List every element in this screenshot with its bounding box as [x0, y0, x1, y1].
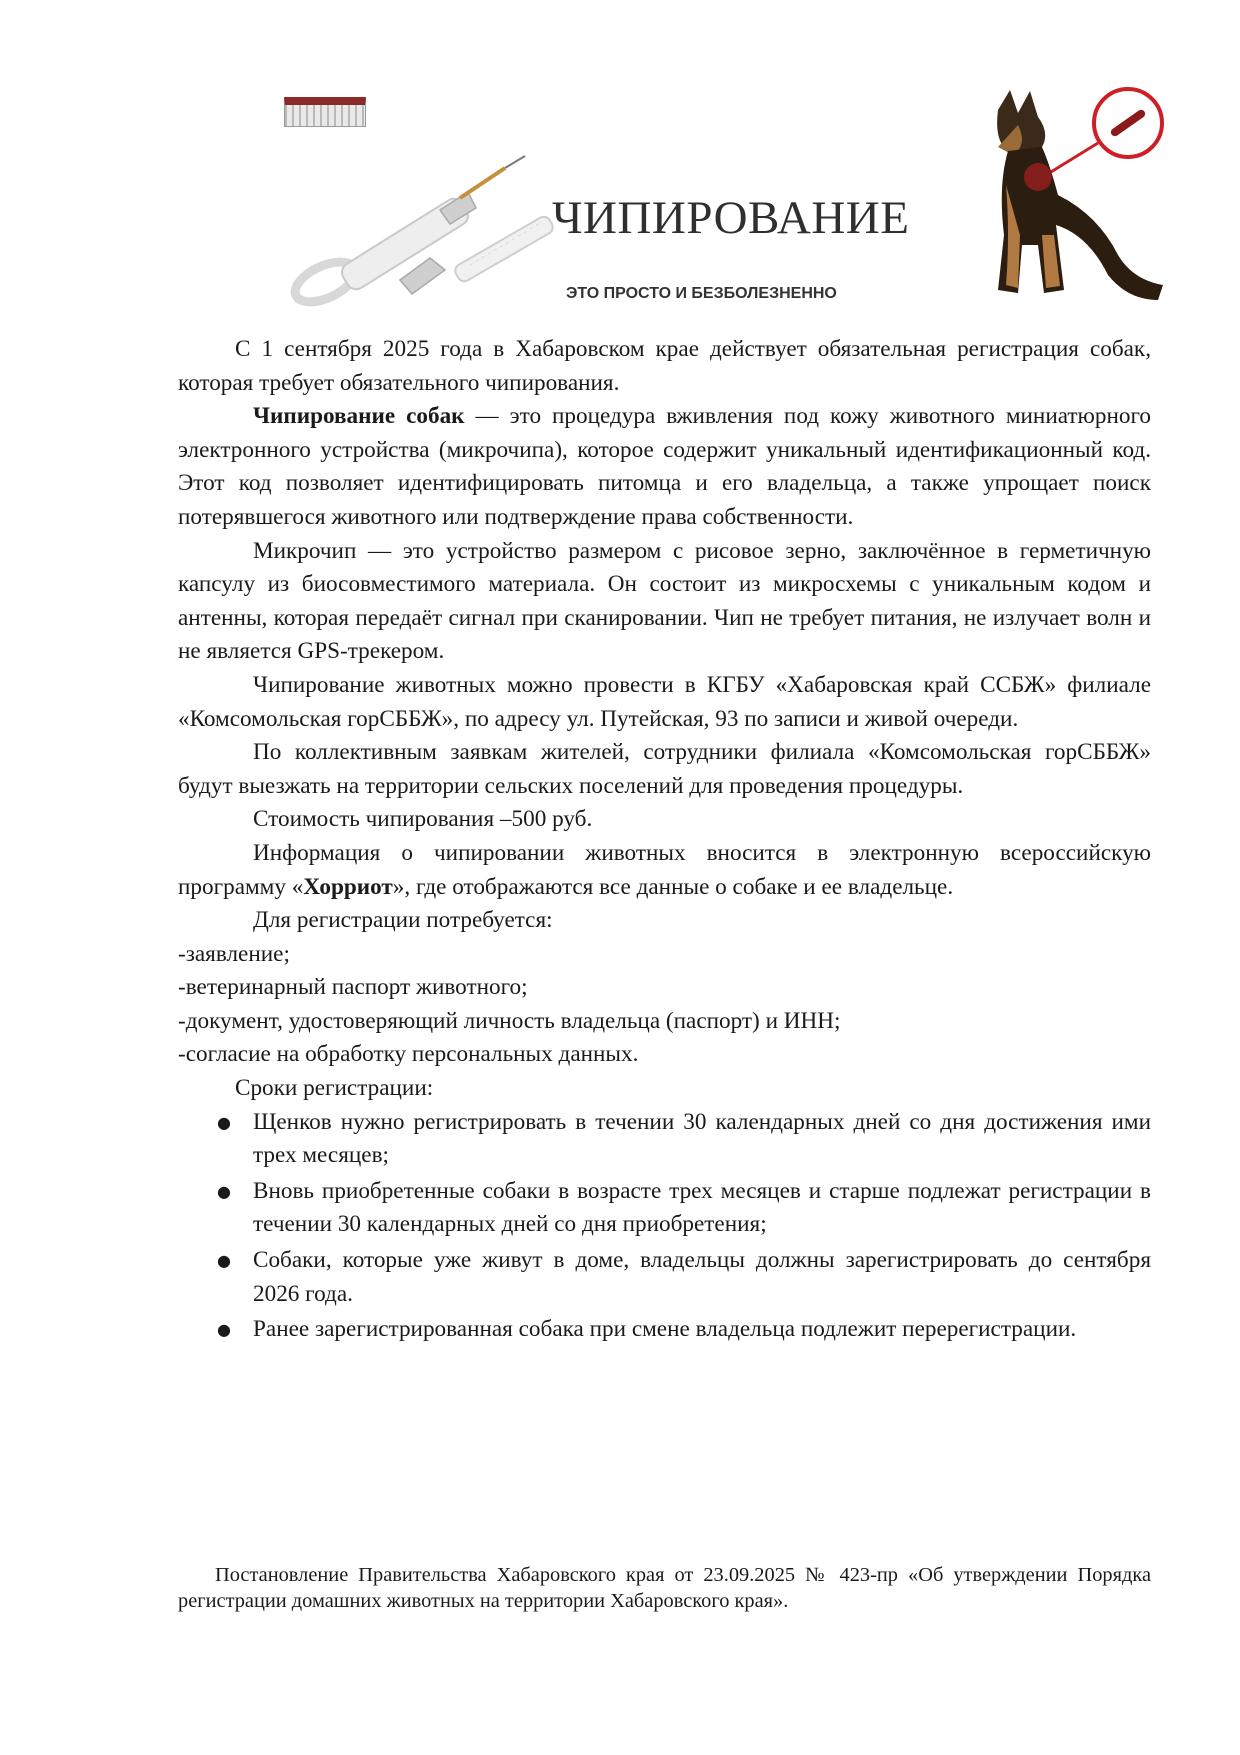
paragraph-definition — [178, 400, 1151, 534]
deadlines-heading: Сроки регистрации: — [235, 1075, 434, 1102]
microchip-ruler-icon — [284, 97, 366, 127]
paragraph-cost: Стоимость чипирования –500 руб. — [253, 806, 593, 833]
deadline-item — [217, 1175, 1151, 1242]
legal-footnote — [178, 1562, 1151, 1614]
banner-title: ЧИПИРОВАНИЕ — [552, 192, 910, 244]
footnote-text: Постановление Правительства Хабаровского края от 23.09.2025 № 423-пр «Об утверждении Порядка регистрации домашних животных на территории Хабаровского края». — [178, 1564, 1151, 1612]
term-chipping: Чипирование собак — [253, 403, 465, 430]
requirement-item: -заявление; — [178, 940, 290, 967]
bullet-icon: ● — [217, 1251, 231, 1271]
requirement-item: -ветеринарный паспорт животного; — [178, 974, 528, 1001]
bullet-icon: ● — [217, 1181, 231, 1201]
paragraph-location: Чипирование животных можно провести в КГБУ «Хабаровская край ССБЖ» филиале «Комсомольская горСББЖ», по адресу ул. Путейская, 93 по записи и живой очереди. — [178, 671, 1151, 732]
term-horriot: Хорриот — [303, 873, 393, 900]
deadline-item — [217, 1106, 1151, 1173]
microchip-syringe-icon — [280, 130, 560, 310]
bullet-icon: ● — [217, 1320, 231, 1340]
deadline-text: Вновь приобретенные собаки в возрасте трех месяцев и старше подлежат регистрации в течении 30 календарных дней со дня приобретения; — [253, 1177, 1151, 1238]
deadline-text: Собаки, которые уже живут в доме, владельцы должны зарегистрировать до сентября 2026 года. — [253, 1247, 1151, 1307]
requirement-item: -документ, удостоверяющий личность владельца (паспорт) и ИНН; — [178, 1007, 841, 1034]
paragraph-horriot — [178, 837, 1151, 904]
paragraph-definition-text: — это процедура вживления под кожу животного миниатюрного электронного устройства (микрочипа), которое содержит уникальный идентификационный код. Этот код позволяет идентифицировать питомца и его владельца, а также упрощает поиск потерявшегося животного или подтверждение права собственности. — [178, 403, 1151, 530]
deadline-text: Ранее зарегистрированная собака при смене владельца подлежит перерегистрации. — [253, 1316, 1077, 1343]
deadline-text: Щенков нужно регистрировать в течении 30 календарных дней со дня достижения ими трех месяцев; — [253, 1108, 1151, 1169]
paragraph-collective: По коллективным заявкам жителей, сотрудники филиала «Комсомольская горСББЖ» будут выезжать на территории сельских поселений для проведения процедуры. — [178, 739, 1151, 799]
paragraph-microchip: Микрочип — это устройство размером с рисовое зерно, заключённое в герметичную капсулу из биосовместимого материала. Он состоит из микросхемы с уникальным кодом и антенны, которая передаёт сигнал при сканировании. Чип не требует питания, не излучает волн и не является GPS-трекером. — [178, 537, 1151, 665]
header-banner — [270, 85, 1200, 320]
deadlines-list — [178, 1106, 1151, 1347]
horriot-text-a: Информация о чипировании животных вносится в электронную всероссийскую программу « — [178, 839, 1151, 900]
requirement-item: -согласие на обработку персональных данных. — [178, 1041, 639, 1068]
deadline-item — [217, 1244, 1151, 1311]
paragraph-intro: С 1 сентября 2025 года в Хабаровском крае действует обязательная регистрация собак, которая требует обязательного чипирования. — [178, 336, 1151, 396]
banner-subtitle: ЭТО ПРОСТО И БЕЗБОЛЕЗНЕННО — [566, 285, 837, 302]
article-body — [178, 333, 1151, 1349]
bullet-icon: ● — [217, 1112, 231, 1132]
dog-with-chip-icon — [958, 85, 1198, 315]
deadline-item — [217, 1313, 1151, 1347]
horriot-text-b: », где отображаются все данные о собаке и ее владельце. — [392, 873, 954, 900]
requirements-heading: Для регистрации потребуется: — [253, 907, 553, 934]
